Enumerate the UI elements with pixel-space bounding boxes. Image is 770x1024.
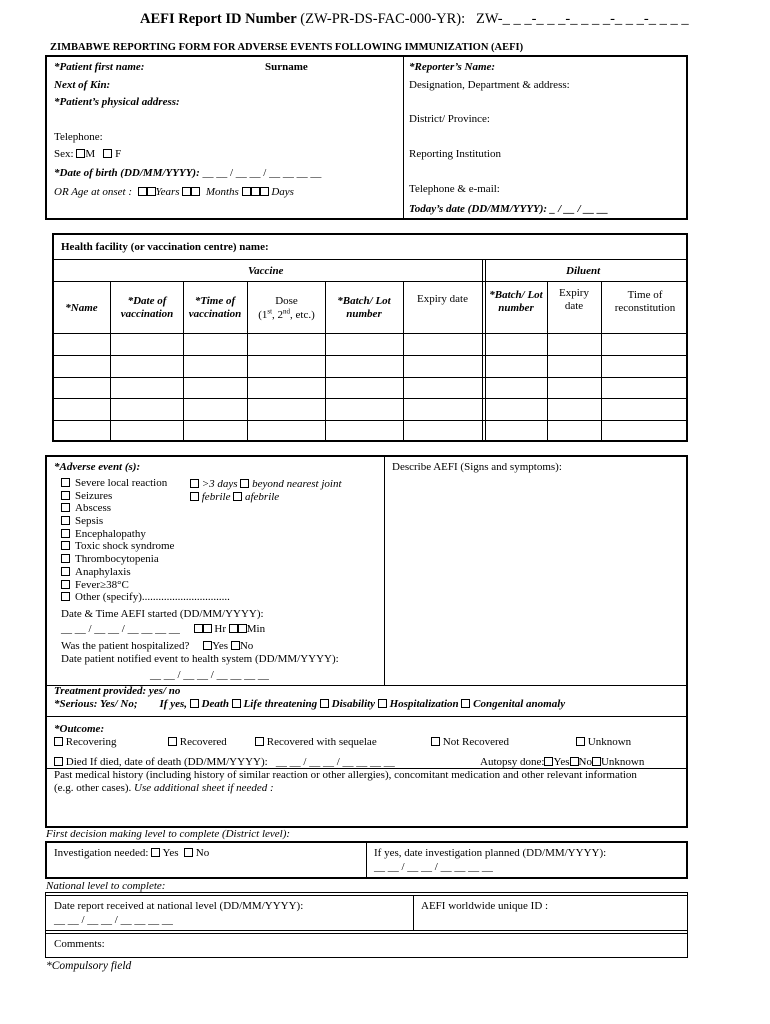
unknown-label: Unknown [587,736,632,748]
report-id-field[interactable]: ZW-_ _ _-_ _ _-_ _ _ _-_ _ _-_ _ _ _ [476,11,689,27]
outcome-recovered [168,736,227,749]
dose-label: Dose [275,295,298,307]
medical-history-eg: (e.g. other cases). [54,782,132,794]
patient-surname[interactable]: Surname [265,61,308,73]
recovered-label: Recovered [179,736,227,748]
autopsy-no-checkbox[interactable] [570,757,579,766]
adverse-event-heading: *Adverse event (s): [54,461,141,473]
age-label: OR Age at onset : [54,186,133,198]
age-months-box-1[interactable] [182,187,191,196]
reporter-designation[interactable]: Designation, Department & address: [409,79,570,91]
adverse-event-checkbox[interactable] [61,554,70,563]
autopsy-label: Autopsy done: [480,756,545,768]
beyond-joint-label: beyond nearest joint [252,478,342,490]
diluent-group-header: Diluent [566,265,601,277]
national-level-heading: National level to complete: [46,880,166,892]
adverse-event-item [61,579,230,592]
table-row[interactable] [53,398,687,399]
age-days-box-2[interactable] [251,187,260,196]
col-header-diluent-expiry: Expiry date [559,287,589,312]
hospitalized-yes-label: Yes [212,640,229,652]
next-of-kin[interactable]: Next of Kin: [54,79,111,91]
todays-date-label: Today’s date (DD/MM/YYYY): [409,203,548,215]
febrile-checkbox[interactable] [190,492,199,501]
investigation-no-checkbox[interactable] [184,848,193,857]
recovered-checkbox[interactable] [168,737,177,746]
gt3-days-checkbox[interactable] [190,479,199,488]
disability-checkbox[interactable] [320,699,329,708]
outcome-sequelae [255,736,377,749]
hospitalized-row [61,640,253,653]
hospitalized-yes-checkbox[interactable] [203,641,212,650]
adverse-event-item [61,566,230,579]
col-header-batch: *Batch/ Lot number [337,295,391,320]
district-divider [366,842,367,878]
life-threatening-label: Life threatening [243,698,318,710]
beyond-joint-checkbox[interactable] [240,479,249,488]
hospitalization-label: Hospitalization [389,698,459,710]
report-id-code: (ZW-PR-DS-FAC-000-YR): [296,11,466,27]
outcome-not-recovered [431,736,509,749]
investigation-planned-label: If yes, date investigation planned (DD/MM/YYYY): [374,847,607,859]
age-years-box-1[interactable] [138,187,147,196]
autopsy-row [480,756,644,769]
treatment-outcome-line [46,716,687,717]
table-row[interactable] [53,420,687,421]
vaccine-diluent-divider [482,260,483,441]
col-line [601,282,602,441]
autopsy-yes-label: Yes [553,756,570,768]
adverse-event-label: Abscess [75,502,112,515]
adverse-event-checkbox[interactable] [61,592,70,601]
patient-telephone[interactable]: Telephone: [54,131,103,143]
notified-label: Date patient notified event to health system (DD/MM/YYYY): [61,653,339,665]
treatment-provided[interactable]: Treatment provided: yes/ no [54,685,181,697]
col-line [403,282,404,441]
patient-reporter-divider [403,56,404,219]
col-line [110,282,111,441]
hr-box-2[interactable] [203,624,212,633]
investigation-yes-checkbox[interactable] [151,848,160,857]
col-header-time: *Time of vaccination [188,295,242,320]
autopsy-unknown-checkbox[interactable] [592,757,601,766]
died-checkbox[interactable] [54,757,63,766]
col-header-expiry: Expiry date [416,293,468,305]
compulsory-note: *Compulsory field [46,960,132,972]
adverse-event-item [61,591,230,604]
min-box-2[interactable] [238,624,247,633]
investigation-label: Investigation needed: [54,847,149,859]
adverse-event-checkbox[interactable] [61,541,70,550]
sex-m-checkbox[interactable] [76,149,85,158]
aefi-started-date-field[interactable]: __ __ / __ __ / __ __ __ __ [61,623,180,635]
months-label: Months [205,186,239,198]
patient-address[interactable]: *Patient’s physical address: [54,96,180,108]
national-received-field[interactable]: __ __ / __ __ / __ __ __ __ [54,914,173,926]
if-yes-label: If yes, [159,698,188,710]
death-checkbox[interactable] [190,699,199,708]
investigation-planned-field[interactable]: __ __ / __ __ / __ __ __ __ [374,861,493,873]
adverse-event-label: Encephalopathy [75,527,146,540]
sex-row [54,148,121,161]
notified-date-field[interactable]: __ __ / __ __ / __ __ __ __ [150,669,269,681]
disability-label: Disability [331,698,376,710]
medical-history-line-1[interactable]: Past medical history (including history of similar reaction or other allergies), concomitant medication and other relevant information [54,769,637,781]
table-row[interactable] [53,333,687,334]
adverse-event-label: Seizures [75,489,113,502]
seizure-options [190,491,279,504]
national-comments-line-2 [46,933,687,934]
adverse-event-label: Toxic shock syndrome [75,540,175,553]
death-date-field[interactable]: __ __ / __ __ / __ __ __ __ [275,756,395,768]
age-row [54,186,294,199]
report-id-label: AEFI Report ID Number [140,11,297,27]
sequelae-label: Recovered with sequelae [266,736,377,748]
autopsy-no-label: No [578,756,592,768]
afebrile-checkbox[interactable] [233,492,242,501]
serious-row [54,698,565,711]
sex-m-label: M [85,148,96,160]
sex-label: Sex: [54,148,74,160]
adverse-event-item [61,502,230,515]
outcome-recovering [54,736,116,749]
congenital-label: Congenital anomaly [473,698,566,710]
aefi-started-label: Date & Time AEFI started (DD/MM/YYYY): [61,608,264,620]
adverse-event-item [61,528,230,541]
patient-first-name[interactable]: *Patient first name: [54,61,145,73]
recovering-label: Recovering [65,736,117,748]
hr-box-1[interactable] [194,624,203,633]
reporting-institution[interactable]: Reporting Institution [409,148,501,160]
reporter-name[interactable]: *Reporter’s Name: [409,61,496,73]
col-line [547,282,548,441]
outcome-unknown [576,736,631,749]
sex-f-checkbox[interactable] [103,149,112,158]
unique-id-label[interactable]: AEFI worldwide unique ID : [421,900,549,912]
local-reaction-options [190,478,342,491]
table-row[interactable] [53,355,687,356]
days-label: Days [271,186,294,198]
age-days-box-3[interactable] [260,187,269,196]
adverse-event-item [61,540,230,553]
adverse-event-checkbox[interactable] [61,503,70,512]
recovering-checkbox[interactable] [54,737,63,746]
national-divider [413,895,414,930]
autopsy-unknown-label: Unknown [600,756,645,768]
form-title: ZIMBABWE REPORTING FORM FOR ADVERSE EVENTS FOLLOWING IMMUNIZATION (AEFI) [50,42,524,53]
adverse-describe-divider [384,456,385,685]
sequelae-checkbox[interactable] [255,737,264,746]
age-days-box-1[interactable] [242,187,251,196]
facility-row-line [53,259,687,260]
additional-sheet-note: Use additional sheet if needed : [134,782,274,794]
congenital-checkbox[interactable] [461,699,470,708]
adverse-event-label: Fever≥38°C [75,578,129,591]
aefi-started-row [61,623,265,636]
dob-field[interactable]: __ __ / __ __ / __ __ __ __ [202,167,322,179]
died-row [54,756,395,769]
col-header-diluent-batch: *Batch/ Lot number [489,289,543,314]
gt3-days-label: >3 days [201,478,238,490]
vaccine-diluent-divider-2 [485,260,486,441]
adverse-event-checkbox[interactable] [61,529,70,538]
adverse-event-label: Other (specify)................................ [75,591,230,604]
adverse-event-label: Thrombocytopenia [75,553,159,566]
adverse-event-checkbox[interactable] [61,567,70,576]
adverse-event-checkbox[interactable] [61,516,70,525]
hr-label: Hr [214,623,226,635]
table-row[interactable] [53,377,687,378]
hospitalized-no-label: No [239,640,254,652]
adverse-event-label: Severe local reaction [75,477,168,489]
hospitalization-checkbox[interactable] [378,699,387,708]
medical-history-line-2 [54,782,274,795]
reporter-district[interactable]: District/ Province: [409,113,490,125]
adverse-event-item [61,515,230,528]
min-label: Min [246,623,266,635]
adverse-event-label: Anaphylaxis [75,565,131,578]
dose-hint: (1st, 2nd, etc.) [258,307,315,322]
todays-date-field[interactable]: _ / __ / __ __ [549,203,609,215]
col-header-date: *Date of vaccination [120,295,174,320]
investigation-yes-label: Yes [162,847,179,859]
col-header-reconstitution: Time of reconstitution [614,289,676,314]
adverse-event-item [61,553,230,566]
district-level-heading: First decision making level to complete (District level): [46,828,291,840]
life-threatening-checkbox[interactable] [232,699,241,708]
min-box-1[interactable] [229,624,238,633]
national-received-label: Date report received at national level (DD/MM/YYYY): [54,900,304,912]
unknown-checkbox[interactable] [576,737,585,746]
sex-f-label: F [115,148,122,160]
reporter-contact[interactable]: Telephone & e-mail: [409,183,500,195]
outcome-heading: *Outcome: [54,723,105,735]
col-header-dose [248,295,325,322]
vaccine-group-header: Vaccine [248,265,284,277]
investigation-row [54,847,209,860]
adverse-event-checkbox[interactable] [61,478,70,487]
age-months-box-2[interactable] [191,187,200,196]
serious-label: *Serious: Yes/ No; [54,698,138,710]
col-line [325,282,326,441]
adverse-event-checkbox[interactable] [61,580,70,589]
describe-aefi[interactable]: Describe AEFI (Signs and symptoms): [392,461,562,473]
hospitalized-label: Was the patient hospitalized? [61,640,190,652]
died-label: Died If died, date of death (DD/MM/YYYY): [65,756,268,768]
adverse-event-checkbox[interactable] [61,491,70,500]
not-recovered-label: Not Recovered [442,736,510,748]
afebrile-label: afebrile [244,491,280,503]
comments-label[interactable]: Comments: [54,938,105,950]
investigation-no-label: No [195,847,210,859]
report-id-title [140,11,465,28]
not-recovered-checkbox[interactable] [431,737,440,746]
dob-label: *Date of birth (DD/MM/YYYY): [54,167,200,179]
group-row-line [53,281,687,282]
todays-date-row [409,203,608,216]
hospitalized-no-checkbox[interactable] [231,641,240,650]
dob-row [54,167,321,180]
col-header-name: *Name [65,302,98,314]
febrile-label: febrile [201,491,231,503]
death-label: Death [201,698,230,710]
national-comments-line [46,930,687,931]
adverse-event-label: Sepsis [75,515,104,528]
years-label: Years [155,186,180,198]
age-years-box-2[interactable] [147,187,156,196]
national-inner-line [46,895,687,896]
health-facility-label[interactable]: Health facility (or vaccination centre) name: [61,241,269,253]
